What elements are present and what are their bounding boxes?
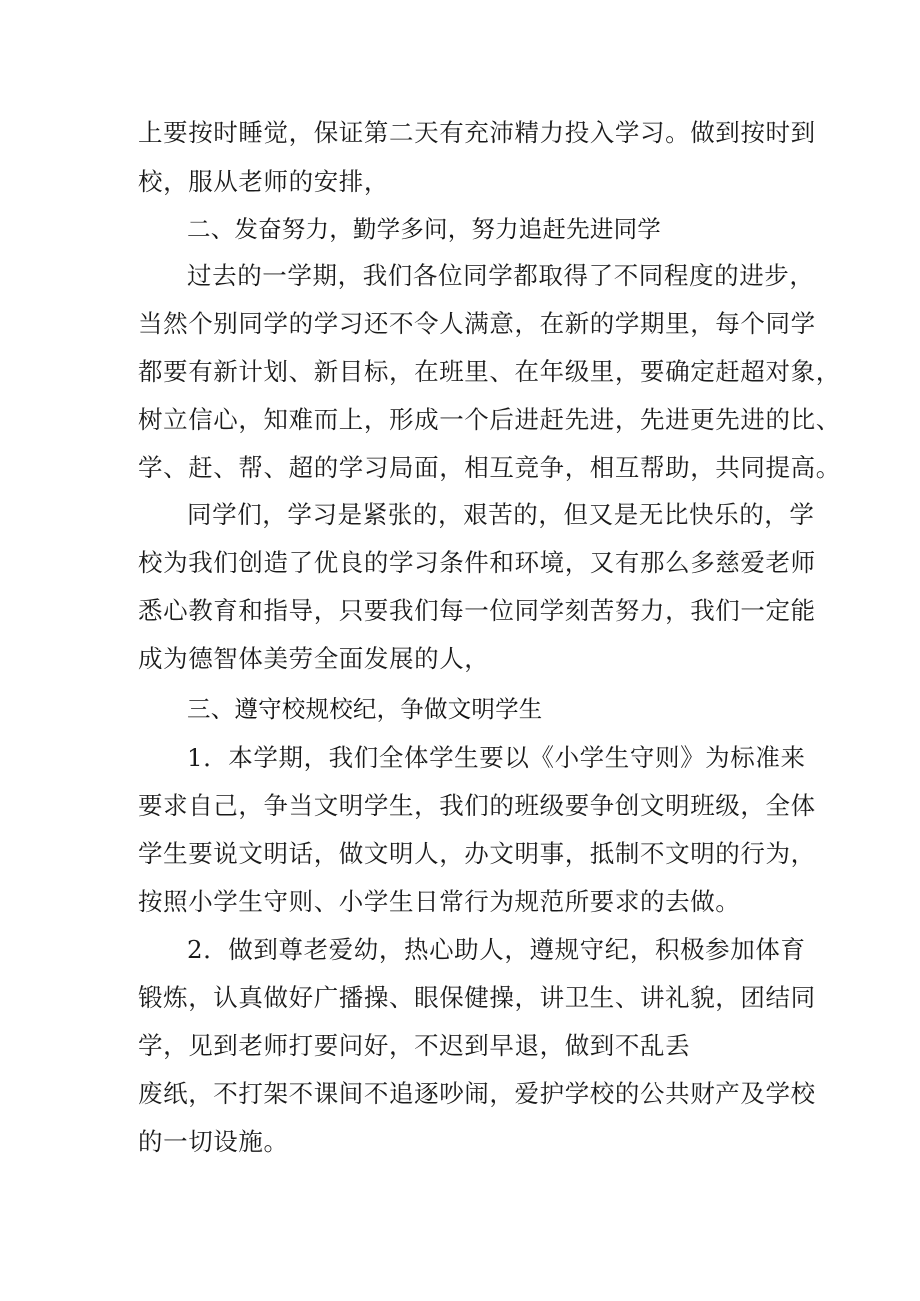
text-line: 成为德智体美劳全面发展的人，: [138, 644, 490, 673]
text-line: 1．本学期，我们全体学生要以《小学生守则》为标准来: [187, 743, 806, 772]
text-line: 学生要说文明话，做文明人，办文明事，抵制不文明的行为，: [138, 839, 816, 868]
text-line: 校为我们创造了优良的学习条件和环境，又有那么多慈爱老师: [138, 548, 816, 577]
section-heading-3: 三、遵守校规校纪，争做文明学生: [187, 695, 543, 723]
text-line: 废纸，不打架不课间不追逐吵闹，爱护学校的公共财产及学校: [138, 1079, 816, 1108]
text-line: 校，服从老师的安排，: [138, 167, 389, 196]
text-line: 同学们，学习是紧张的，艰苦的，但又是无比快乐的，学: [187, 500, 815, 529]
text-line: 悉心教育和指导，只要我们每一位同学刻苦努力，我们一定能: [138, 596, 816, 625]
text-line: 树立信心，知难而上，形成一个后进赶先进，先进更先进的比、: [138, 405, 841, 434]
text-line: 2．做到尊老爱幼，热心助人，遵规守纪，积极参加体育: [187, 935, 806, 964]
text-line: 当然个别同学的学习还不令人满意，在新的学期里，每个同学: [138, 309, 816, 338]
text-line: 上要按时睡觉，保证第二天有充沛精力投入学习。做到按时到: [138, 118, 816, 147]
text-line: 按照小学生守则、小学生日常行为规范所要求的去做。: [138, 887, 741, 916]
text-line: 的一切设施。: [138, 1127, 289, 1156]
text-line: 学、赶、帮、超的学习局面，相互竞争，相互帮助，共同提高。: [138, 453, 841, 482]
text-line: 锻炼，认真做好广播操、眼保健操，讲卫生、讲礼貌，团结同: [138, 983, 816, 1012]
text-line: 要求自己，争当文明学生，我们的班级要争创文明班级，全体: [138, 791, 816, 820]
text-line: 学，见到老师打要问好，不迟到早退，做到不乱丢: [138, 1031, 691, 1060]
section-heading-2: 二、发奋努力，勤学多问，努力追赶先进同学: [187, 215, 661, 243]
text-line: 都要有新计划、新目标，在班里、在年级里，要确定赶超对象，: [138, 357, 841, 386]
text-line: 过去的一学期，我们各位同学都取得了不同程度的进步，: [187, 261, 815, 290]
